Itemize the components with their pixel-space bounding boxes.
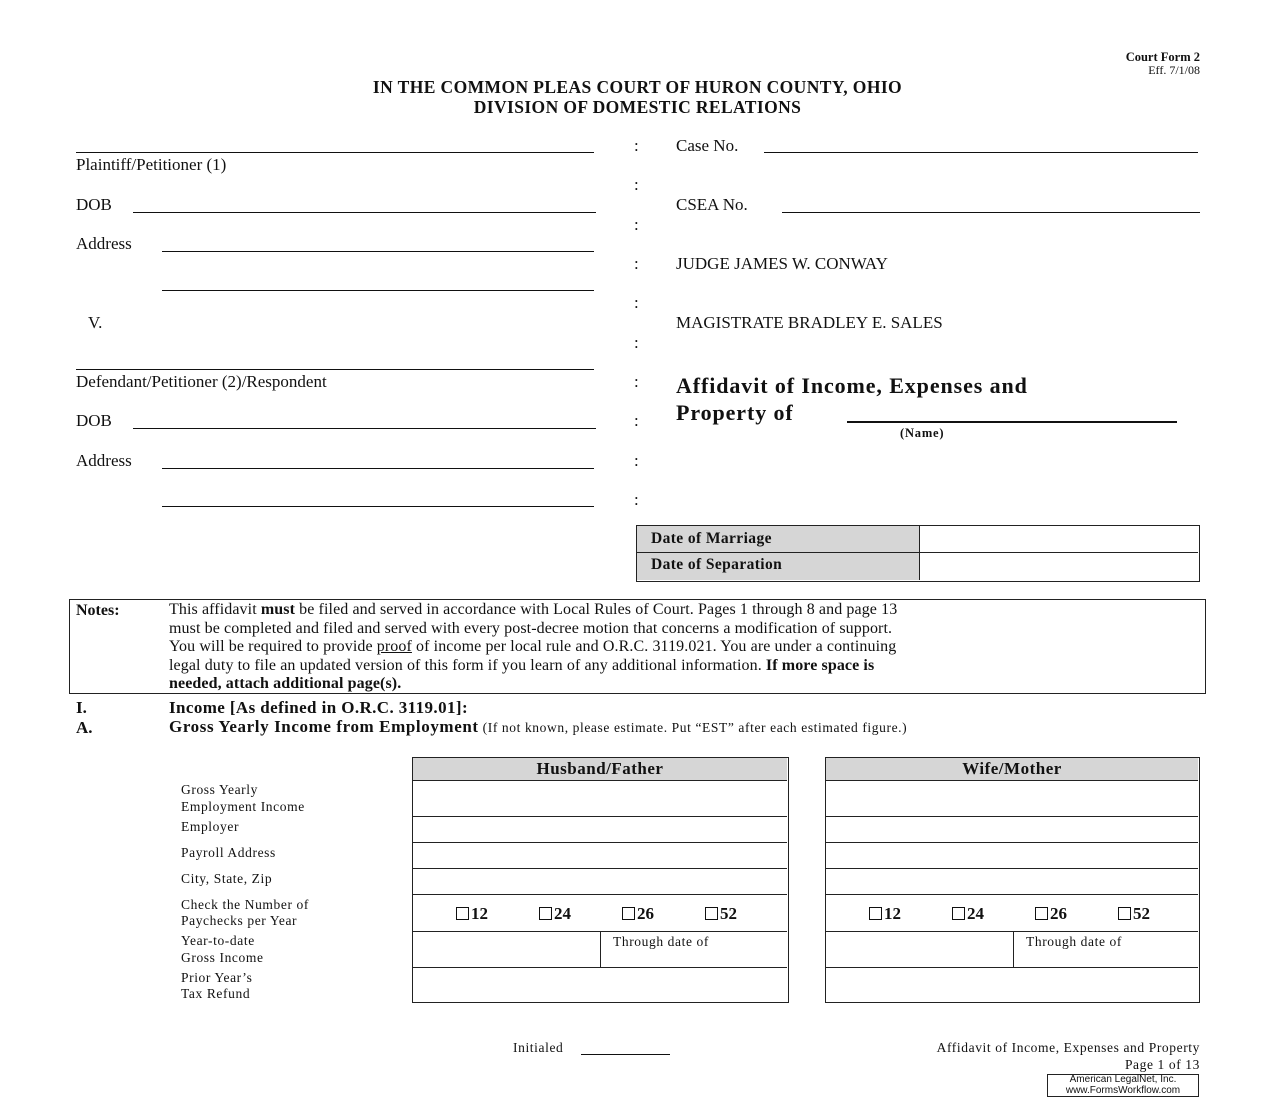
husband-prior-refund-field[interactable]: [413, 968, 787, 1001]
row-label-gross-2: Employment Income: [181, 799, 305, 814]
plaintiff-label: Plaintiff/Petitioner (1): [76, 155, 227, 174]
name-caption: (Name): [900, 426, 945, 440]
defendant-name-field[interactable]: [76, 369, 594, 370]
wife-paychecks-row: [826, 895, 1198, 932]
defendant-dob-field[interactable]: [133, 428, 596, 429]
husband-employer-field[interactable]: [413, 817, 787, 843]
date-of-separation-field[interactable]: [920, 553, 1198, 580]
defendant-address-field-1[interactable]: [162, 468, 594, 469]
plaintiff-name-field[interactable]: [76, 152, 594, 153]
section-title: Income [As defined in O.R.C. 3119.01]:: [169, 698, 469, 717]
caption-colon: :: [634, 451, 639, 470]
checkbox-icon[interactable]: [622, 907, 635, 920]
wife-through-label: Through date of: [1026, 934, 1122, 949]
initialed-field[interactable]: [581, 1054, 670, 1055]
notes-more-space: If more space is: [765, 656, 875, 674]
row-label-prior-2: Tax Refund: [181, 986, 251, 1001]
defendant-address-field-2[interactable]: [162, 506, 594, 507]
husband-paycheck-52[interactable]: [705, 904, 737, 924]
husband-paycheck-26[interactable]: [622, 904, 654, 924]
affidavit-title: Affidavit of Income, Expenses and: [676, 373, 1028, 398]
husband-paychecks-row: [413, 895, 787, 932]
row-label-prior-1: Prior Year’s: [181, 970, 253, 985]
notes-box: [69, 599, 1206, 694]
checkbox-icon[interactable]: [1035, 907, 1048, 920]
wife-gross-income-field[interactable]: [826, 781, 1198, 817]
caption-colon: :: [634, 215, 639, 234]
caption-colon: :: [634, 490, 639, 509]
footer-doc-title: Affidavit of Income, Expenses and Property: [936, 1040, 1200, 1055]
case-no-field[interactable]: [764, 152, 1198, 153]
court-division: DIVISION OF DOMESTIC RELATIONS: [473, 97, 802, 117]
notes-proof: proof: [376, 638, 412, 655]
wife-header: Wife/Mother: [962, 759, 1062, 778]
subsection-title-text: Gross Yearly Income from Employment: [169, 717, 479, 736]
paycheck-option-52: 52: [720, 904, 737, 923]
caption-colon: :: [634, 333, 639, 352]
marriage-label-cell: [637, 526, 920, 553]
magistrate-name: MAGISTRATE BRADLEY E. SALES: [676, 313, 943, 332]
csea-no-field[interactable]: [782, 212, 1200, 213]
notes-text-line1a: This affidavit: [169, 601, 261, 618]
paycheck-option-12: 12: [884, 904, 901, 923]
plaintiff-address-field-1[interactable]: [162, 251, 594, 252]
caption-colon: :: [634, 293, 639, 312]
versus-label: V.: [88, 313, 103, 332]
wife-paycheck-26[interactable]: [1035, 904, 1067, 924]
subsection-note: (If not known, please estimate. Put “EST” after each estimated figure.): [482, 720, 908, 735]
checkbox-icon[interactable]: [952, 907, 965, 920]
notes-text-line2: must be completed and filed and served with every post-decree motion that concerns a modification of support.: [169, 619, 893, 637]
husband-gross-income-field[interactable]: [413, 781, 787, 817]
vendor-stamp: [1047, 1074, 1199, 1097]
footer-page-number: Page 1 of 13: [1124, 1057, 1200, 1072]
paycheck-option-26: 26: [1050, 904, 1067, 923]
defendant-label: Defendant/Petitioner (2)/Respondent: [76, 372, 327, 391]
section-number: I.: [76, 698, 87, 717]
wife-header-cell: [826, 758, 1198, 781]
paycheck-option-12: 12: [471, 904, 488, 923]
initialed-label: Initialed: [513, 1040, 564, 1055]
date-of-separation-label: Date of Separation: [651, 556, 783, 573]
row-label-city: City, State, Zip: [181, 871, 273, 886]
plaintiff-dob-field[interactable]: [133, 212, 596, 213]
checkbox-icon[interactable]: [869, 907, 882, 920]
caption-colon: :: [634, 411, 639, 430]
checkbox-icon[interactable]: [539, 907, 552, 920]
wife-payroll-field[interactable]: [826, 843, 1198, 869]
husband-header: Husband/Father: [536, 759, 664, 778]
notes-text: [169, 601, 1201, 694]
subsection-letter: A.: [76, 718, 93, 737]
wife-paycheck-52[interactable]: [1118, 904, 1150, 924]
court-name: IN THE COMMON PLEAS COURT OF HURON COUNTY, OHIO: [372, 77, 903, 97]
row-label-check-2: Paychecks per Year: [181, 913, 298, 928]
row-label-check-1: Check the Number of: [181, 897, 309, 912]
form-number: Court Form 2: [1125, 50, 1200, 64]
notes-text-line4a: legal duty to file an updated version of this form if you learn of any additional information.: [169, 656, 766, 674]
husband-through-date-field[interactable]: [601, 932, 787, 968]
paycheck-option-24: 24: [967, 904, 984, 923]
notes-text-line1c: be filed and served in accordance with Local Rules of Court. Pages 1 through 8 and page 13: [295, 601, 898, 618]
notes-text-line5: needed, attach additional page(s).: [169, 675, 402, 692]
plaintiff-address-label: Address: [76, 234, 132, 253]
caption-colon: :: [634, 175, 639, 194]
subsection-title: [169, 717, 907, 737]
vendor-url: www.FormsWorkflow.com: [1065, 1084, 1181, 1096]
row-label-payroll: Payroll Address: [181, 845, 276, 860]
checkbox-icon[interactable]: [1118, 907, 1131, 920]
notes-text-line3c: of income per local rule and O.R.C. 3119.021. You are under a continuing: [411, 638, 897, 655]
effective-date: Eff. 7/1/08: [1148, 63, 1200, 77]
checkbox-icon[interactable]: [456, 907, 469, 920]
wife-ytd-field[interactable]: [826, 932, 1014, 968]
row-label-ytd-2: Gross Income: [181, 950, 264, 965]
dates-table: [636, 525, 1200, 582]
affiant-name-field[interactable]: [847, 421, 1177, 423]
caption-colon: :: [634, 136, 639, 155]
row-label-gross-1: Gross Yearly: [181, 782, 258, 797]
notes-must: must: [260, 601, 296, 618]
paycheck-option-52: 52: [1133, 904, 1150, 923]
plaintiff-dob-label: DOB: [76, 195, 112, 214]
separation-label-cell: [637, 553, 920, 580]
husband-through-label: Through date of: [613, 934, 709, 949]
husband-paycheck-24[interactable]: [539, 904, 571, 924]
date-of-marriage-field[interactable]: [920, 526, 1198, 553]
paycheck-option-26: 26: [637, 904, 654, 923]
defendant-address-label: Address: [76, 451, 132, 470]
caption-colon: :: [634, 254, 639, 273]
plaintiff-address-field-2[interactable]: [162, 290, 594, 291]
vendor-name: American LegalNet, Inc.: [1069, 1074, 1177, 1085]
husband-column: [412, 757, 789, 1003]
paycheck-option-24: 24: [554, 904, 571, 923]
husband-city-field[interactable]: [413, 869, 787, 895]
wife-employer-field[interactable]: [826, 817, 1198, 843]
notes-text-line3a: You will be required to provide: [169, 638, 377, 655]
husband-ytd-field[interactable]: [413, 932, 601, 968]
defendant-dob-label: DOB: [76, 411, 112, 430]
row-label-employer: Employer: [181, 819, 240, 834]
caption-colon: :: [634, 372, 639, 391]
case-no-label: Case No.: [676, 136, 739, 155]
wife-paycheck-12[interactable]: [869, 904, 901, 924]
notes-label: Notes:: [76, 602, 120, 619]
judge-name: JUDGE JAMES W. CONWAY: [676, 254, 888, 273]
wife-city-field[interactable]: [826, 869, 1198, 895]
wife-column: [825, 757, 1200, 1003]
husband-payroll-field[interactable]: [413, 843, 787, 869]
wife-paycheck-24[interactable]: [952, 904, 984, 924]
csea-no-label: CSEA No.: [676, 195, 748, 214]
wife-through-date-field[interactable]: [1014, 932, 1198, 968]
husband-header-cell: [413, 758, 787, 781]
checkbox-icon[interactable]: [705, 907, 718, 920]
husband-paycheck-12[interactable]: [456, 904, 488, 924]
affidavit-title-property: Property of: [676, 400, 794, 425]
date-of-marriage-label: Date of Marriage: [651, 530, 772, 547]
wife-prior-refund-field[interactable]: [826, 968, 1198, 1001]
row-label-ytd-1: Year-to-date: [181, 933, 255, 948]
